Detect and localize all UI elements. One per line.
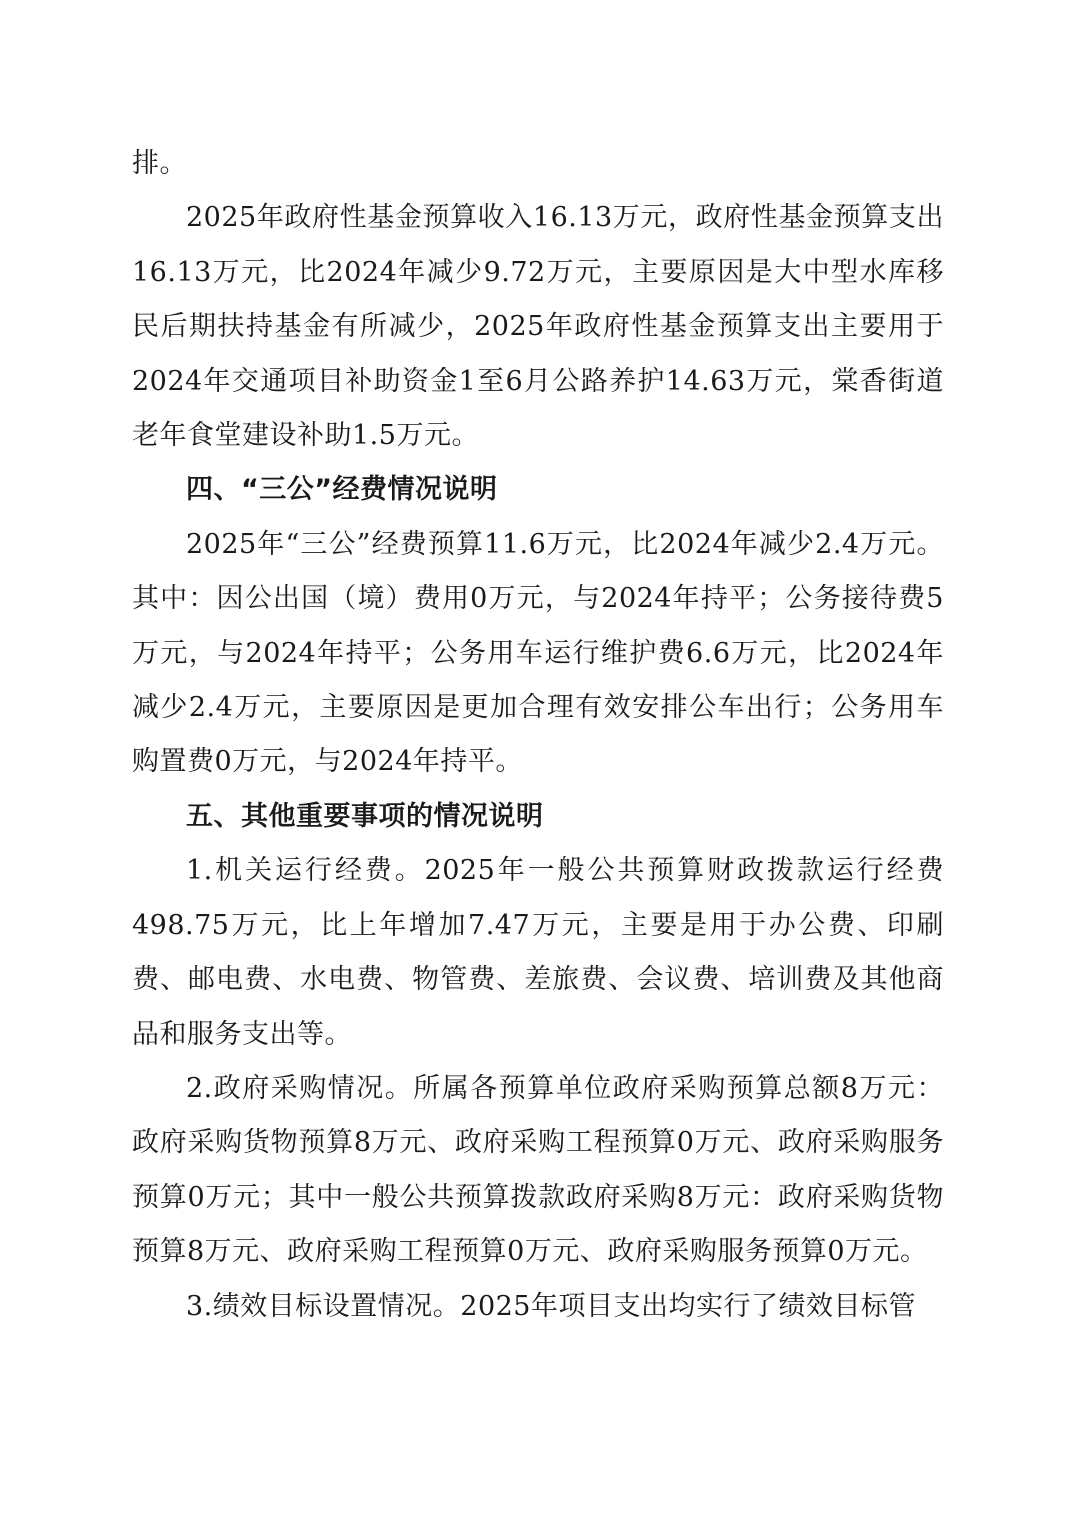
paragraph-continuation: 排。: [132, 148, 187, 179]
paragraph-operating-expenses: 1.机关运行经费。2025年一般公共预算财政拨款运行经费498.75万元，比上年增加7.47万元，主要是用于办公费、印刷费、邮电费、水电费、物管费、差旅费、会议费、培训费及其他商品和服务支出等。: [132, 855, 944, 1050]
section-heading-three-public-expenses: 四、“三公”经费情况说明: [186, 474, 498, 506]
section-heading-other-matters: 五、其他重要事项的情况说明: [186, 800, 544, 832]
document-body: [132, 137, 944, 1334]
paragraph-three-public-expenses: 2025年“三公”经费预算11.6万元，比2024年减少2.4万元。其中：因公出国（境）费用0万元，与2024年持平；公务接待费5万元，与2024年持平；公务用车运行维护费6.6万元，比2024年减少2.4万元，主要原因是更加合理有效安排公车出行；公务用车购置费0万元，与2024年持平。: [132, 528, 944, 778]
paragraph-government-fund-budget: 2025年政府性基金预算收入16.13万元，政府性基金预算支出16.13万元，比2024年减少9.72万元，主要原因是大中型水库移民后期扶持基金有所减少，2025年政府性基金预算支出主要用于2024年交通项目补助资金1至6月公路养护14.63万元，棠香街道老年食堂建设补助1.5万元。: [132, 202, 944, 452]
paragraph-performance-targets: 3.绩效目标设置情况。2025年项目支出均实行了绩效目标管: [186, 1290, 916, 1322]
paragraph-government-procurement: 2.政府采购情况。所属各预算单位政府采购预算总额8万元：政府采购货物预算8万元、政府采购工程预算0万元、政府采购服务预算0万元；其中一般公共预算拨款政府采购8万元：政府采购货物预算8万元、政府采购工程预算0万元、政府采购服务预算0万元。: [132, 1072, 944, 1268]
